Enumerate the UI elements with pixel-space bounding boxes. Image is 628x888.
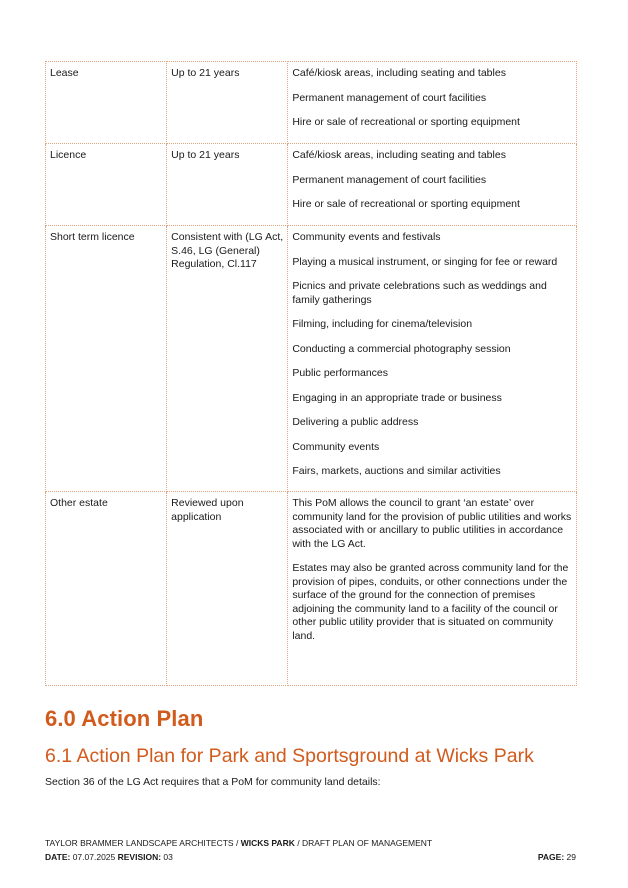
tenure-type-cell: Other estate bbox=[46, 492, 167, 686]
footer-revision-label: REVISION: bbox=[117, 852, 162, 862]
purpose-item: Community events bbox=[292, 440, 380, 453]
term-cell: Consistent with (LG Act, S.46, LG (General) Regulation, Cl.117 bbox=[167, 226, 288, 492]
purpose-item: Café/kiosk areas, including seating and tables bbox=[292, 149, 506, 161]
purpose-item: Permanent management of court facilities bbox=[292, 173, 487, 186]
footer-date: 07.07.2025 bbox=[70, 852, 118, 862]
purpose-item: Community events and festivals bbox=[292, 231, 441, 243]
purpose-item: Filming, including for cinema/television bbox=[292, 318, 473, 330]
footer-project: WICKS PARK bbox=[240, 838, 295, 848]
purposes-cell bbox=[288, 62, 577, 144]
footer-page-label: PAGE: bbox=[537, 852, 565, 862]
purposes-cell bbox=[288, 226, 577, 492]
purpose-item: This PoM allows the council to grant ‘an estate’ over community land for the provision of public utilities and works associated with or ancillary to public utilities in accordance with the LG Act. bbox=[292, 497, 572, 550]
footer-date-label: DATE: bbox=[45, 852, 71, 862]
purpose-item: Fairs, markets, auctions and similar activities bbox=[292, 465, 501, 477]
purpose-item: Public performances bbox=[292, 367, 389, 379]
table-row bbox=[46, 62, 577, 144]
purposes-cell bbox=[288, 144, 577, 226]
purpose-item: Estates may also be granted across community land for the provision of pipes, conduits, or other connections under the surface of the ground for the connection of premises adjoining the community land to a facility of the council or other public utility provider that is situated on community land. bbox=[292, 562, 569, 642]
footer-page-number bbox=[538, 852, 576, 862]
term-cell: Up to 21 years bbox=[167, 62, 288, 144]
footer-firm: TAYLOR BRAMMER LANDSCAPE ARCHITECTS / bbox=[45, 838, 241, 848]
term-cell: Up to 21 years bbox=[167, 144, 288, 226]
purpose-item: Hire or sale of recreational or sporting equipment bbox=[292, 116, 520, 128]
purpose-item: Conducting a commercial photography session bbox=[292, 342, 511, 355]
purpose-item: Engaging in an appropriate trade or business bbox=[292, 391, 502, 404]
purpose-item: Playing a musical instrument, or singing for fee or reward bbox=[292, 255, 558, 268]
footer-date-line bbox=[45, 852, 173, 862]
purposes-cell bbox=[288, 492, 577, 686]
tenure-type-cell: Short term licence bbox=[46, 226, 167, 492]
footer-document-line bbox=[45, 838, 432, 848]
purpose-item: Hire or sale of recreational or sporting equipment bbox=[292, 198, 520, 210]
intro-paragraph: Section 36 of the LG Act requires that a PoM for community land details: bbox=[45, 776, 381, 788]
purpose-item: Café/kiosk areas, including seating and tables bbox=[292, 67, 506, 79]
footer-page-value: 29 bbox=[564, 852, 576, 862]
tenure-type-cell: Lease bbox=[46, 62, 167, 144]
tenure-table bbox=[45, 61, 577, 686]
section-heading: 6.0 Action Plan bbox=[45, 706, 204, 731]
term-cell: Reviewed upon application bbox=[167, 492, 288, 686]
purpose-item: Delivering a public address bbox=[292, 416, 419, 428]
purpose-item: Picnics and private celebrations such as weddings and family gatherings bbox=[292, 280, 547, 306]
footer-revision: 03 bbox=[161, 852, 173, 862]
table-row bbox=[46, 144, 577, 226]
purpose-item: Permanent management of court facilities bbox=[292, 91, 487, 104]
tenure-type-cell: Licence bbox=[46, 144, 167, 226]
footer-doc: / DRAFT PLAN OF MANAGEMENT bbox=[294, 838, 433, 848]
table-row bbox=[46, 492, 577, 686]
table-row bbox=[46, 226, 577, 492]
section-subheading: 6.1 Action Plan for Park and Sportsground at Wicks Park bbox=[45, 745, 534, 767]
